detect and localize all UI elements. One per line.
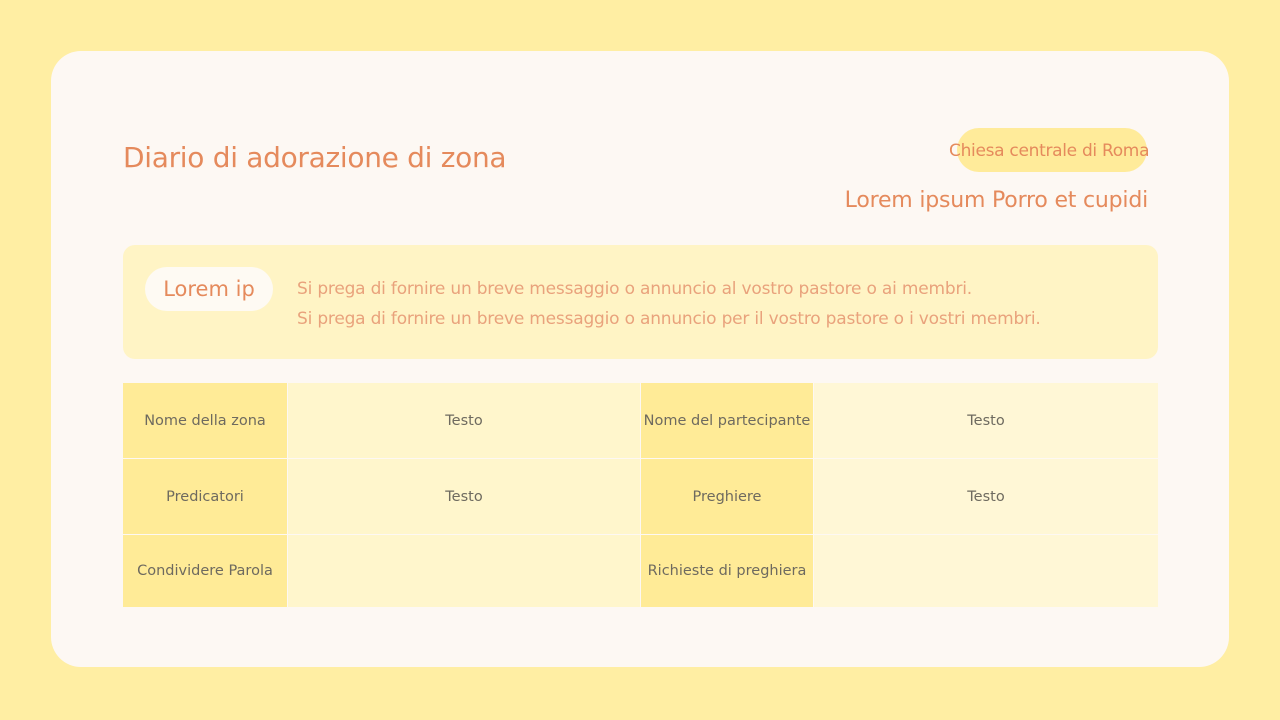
label-zone-name: Nome della zona <box>123 383 287 458</box>
value-participant-name[interactable]: Testo <box>814 383 1158 458</box>
value-prayers[interactable]: Testo <box>814 459 1158 534</box>
value-share-word[interactable] <box>288 535 640 607</box>
value-zone-name[interactable]: Testo <box>288 383 640 458</box>
value-preachers[interactable]: Testo <box>288 459 640 534</box>
label-prayers: Preghiere <box>641 459 813 534</box>
page-title: Diario di adorazione di zona <box>123 141 507 174</box>
value-prayer-requests[interactable] <box>814 535 1158 607</box>
church-name: Chiesa centrale di Roma <box>949 141 1150 161</box>
zone-log-table <box>123 383 1158 607</box>
label-participant-name: Nome del partecipante <box>641 383 813 458</box>
notice-line-1: Si prega di fornire un breve messaggio o annuncio al vostro pastore o ai membri. <box>297 279 972 299</box>
notice-tag: Lorem ip <box>145 267 273 311</box>
notice-line-2: Si prega di fornire un breve messaggio o annuncio per il vostro pastore o i vostri membri. <box>297 309 1041 329</box>
label-preachers: Predicatori <box>123 459 287 534</box>
page-subtitle: Lorem ipsum Porro et cupidi <box>844 188 1148 213</box>
label-share-word: Condividere Parola <box>123 535 287 607</box>
label-prayer-requests: Richieste di preghiera <box>641 535 813 607</box>
notice-panel <box>123 245 1158 359</box>
